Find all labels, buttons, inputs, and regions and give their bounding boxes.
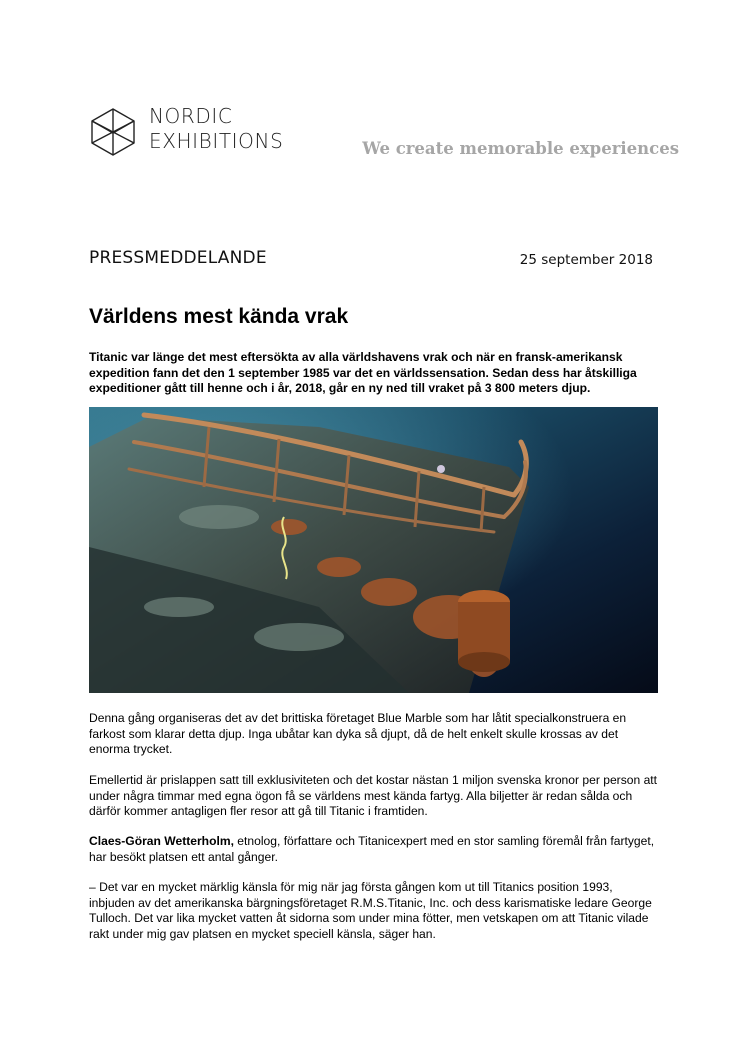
article-paragraph-4: – Det var en mycket märklig känsla för mig när jag första gången kom ut till Titanics position 1993, inbjuden av det amerikanska bärgningsföretaget R.M.S.Titanic, Inc. och dess karismatiske ledare George Tulloch. Det var lika mycket vatten åt sidorna som under mina fötter, men vetskapen om att Titanic vilade rakt under mig gav platsen en mycket speciell känsla, säger han. xyxy=(89,880,652,941)
article-paragraph-3 xyxy=(89,834,659,865)
article-headline: Världens mest kända vrak xyxy=(89,305,349,328)
brand-logo-text xyxy=(149,104,283,154)
article-paragraph-2: Emellertid är prislappen satt till exklusiviteten och det kostar nästan 1 miljon svenska kronor per person att under några timmar med egna ögon få se världens mest kända fartyg. Alla biljetter är redan sålda och därför kommer antagligen fler resor att gå till Titanic i framtiden. xyxy=(89,773,658,818)
document-date: 25 september 2018 xyxy=(519,252,653,268)
expert-name: Claes-Göran Wetterholm, xyxy=(89,834,234,848)
titanic-wreck-photo xyxy=(89,407,658,693)
brand-tagline: We create memorable experiences xyxy=(362,139,679,158)
logo-line-1: NORDIC xyxy=(149,104,233,128)
article-paragraph-1: Denna gång organiseras det av det brittiska företaget Blue Marble som har låtit specialkonstruera en farkost som klarar detta djup. Inga ubåtar kan dyka så djupt, då de helt enkelt skulle krossas av det enorma trycket. xyxy=(89,711,627,756)
article-lead: Titanic var länge det mest eftersökta av alla världshavens vrak och när en fransk-amerikansk expedition fann det den 1 september 1985 var det en världssensation. Sedan dess har åtskilliga expeditioner gått till henne och i år, 2018, går en ny ned till vraket på 3 800 meters djup. xyxy=(89,350,637,395)
document-type: PRESSMEDDELANDE xyxy=(89,248,267,268)
expert-description: etnolog, författare och Titanicexpert med en stor samling föremål från fartyget, har besökt platsen ett antal gånger. xyxy=(89,834,655,864)
logo-line-2: EXHIBITIONS xyxy=(149,129,284,153)
wireframe-cube-icon xyxy=(90,107,136,157)
